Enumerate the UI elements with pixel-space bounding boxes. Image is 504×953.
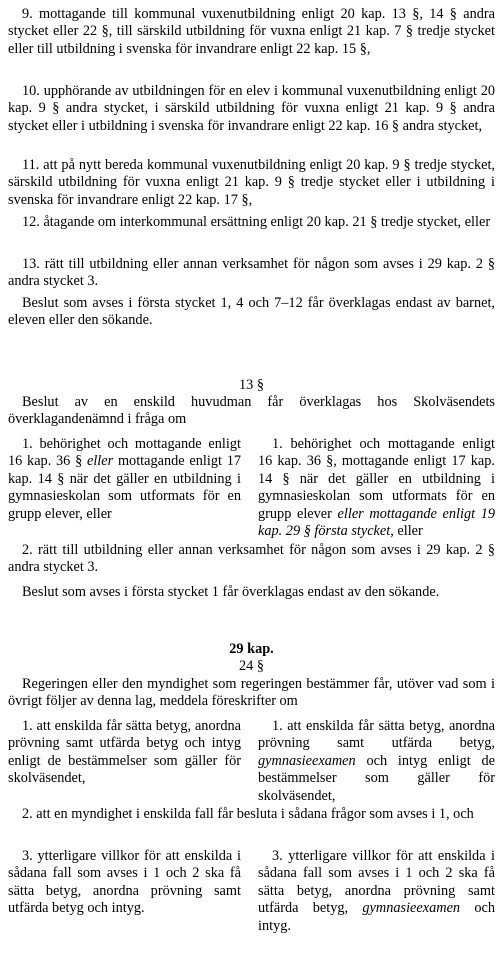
section-heading-24: 24 § — [238, 658, 265, 674]
appeal-paragraph: Beslut som avses i första stycket 1, 4 och 7–12 får överklagas endast av barnet, eleven eller den sökande. — [8, 295, 495, 329]
item-10: 10. upphörande av utbildningen för en elev i kommunal vuxenutbildning enligt 20 kap. 9 § andra stycket, i särskild utbildning för vuxna enligt 21 kap. 9 § andra stycket eller i utbildning i svenska för invandrare enligt 22 kap. 16 § andra stycket, — [8, 83, 495, 134]
chapter-29-right-item-3: 3. ytterligare villkor för att enskilda i sådana fall som avses i 1 och 2 ska få sätta betyg, anordna prövning samt utfärda betyg, gymnasieexamen och intyg. — [258, 848, 495, 934]
item-9: 9. mottagande till kommunal vuxenutbildning enligt 20 kap. 13 §, 14 § andra stycket eller 22 §, till särskild utbildning för vuxna enligt 21 kap. 7 § tredje stycket eller till utbildning i svenska för invandrare enligt 22 kap. 15 §, — [8, 6, 495, 57]
section-13-intro: Beslut av en enskild huvudman får överklagas hos Skolväsendets överklagandenämnd i fråga om — [8, 394, 495, 428]
chapter-29-left-item-1: 1. att enskilda får sätta betyg, anordna prövning samt utfärda betyg och intyg enligt de bestämmelser som gäller för skolväsendet, — [8, 718, 241, 787]
chapter-29-intro: Regeringen eller den myndighet som regeringen bestämmer får, utöver vad som i övrigt följer av denna lag, meddela föreskrifter om — [8, 676, 495, 710]
chapter-29-left-item-3: 3. ytterligare villkor för att enskilda i sådana fall som avses i 1 och 2 ska få sätta betyg, anordna prövning samt utfärda betyg och intyg. — [8, 848, 241, 917]
section-heading-13: 13 § — [238, 377, 265, 393]
section-13-item-2: 2. rätt till utbildning eller annan verksamhet för någon som avses i 29 kap. 2 § andra stycket 3. — [8, 542, 495, 576]
chapter-29-item-2: 2. att en myndighet i enskilda fall får besluta i sådana frågor som avses i 1, och — [22, 806, 474, 822]
section-13-appeal: Beslut som avses i första stycket 1 får överklagas endast av den sökande. — [22, 584, 440, 600]
section-13-left-item-1: 1. behörighet och mottagande enligt 16 kap. 36 § eller mottagande enligt 17 kap. 14 § när det gäller en utbildning i gymnasieskolan som utformats för en grupp elever, eller — [8, 436, 241, 522]
chapter-heading-29: 29 kap. — [229, 641, 274, 657]
item-13: 13. rätt till utbildning eller annan verksamhet för någon som avses i 29 kap. 2 § andra stycket 3. — [8, 256, 495, 290]
chapter-29-right-item-1: 1. att enskilda får sätta betyg, anordna prövning samt utfärda betyg, gymnasieexamen och intyg enligt de bestämmelser som gäller för skolväsendet, — [258, 718, 495, 804]
item-12: 12. åtagande om interkommunal ersättning enligt 20 kap. 21 § tredje stycket, eller — [22, 214, 491, 230]
section-13-right-item-1: 1. behörighet och mottagande enligt 16 kap. 36 §, mottagande enligt 17 kap. 14 § när det gäller en utbildning i gymnasieskolan som utformats för en grupp elever eller mottagande enligt 19 kap. 29 § första stycket, eller — [258, 436, 495, 540]
item-11: 11. att på nytt bereda kommunal vuxenutbildning enligt 20 kap. 9 § tredje stycket, särskild utbildning för vuxna enligt 21 kap. 9 § tredje stycket eller i utbildning i svenska för invandrare enligt 22 kap. 17 §, — [8, 157, 495, 208]
